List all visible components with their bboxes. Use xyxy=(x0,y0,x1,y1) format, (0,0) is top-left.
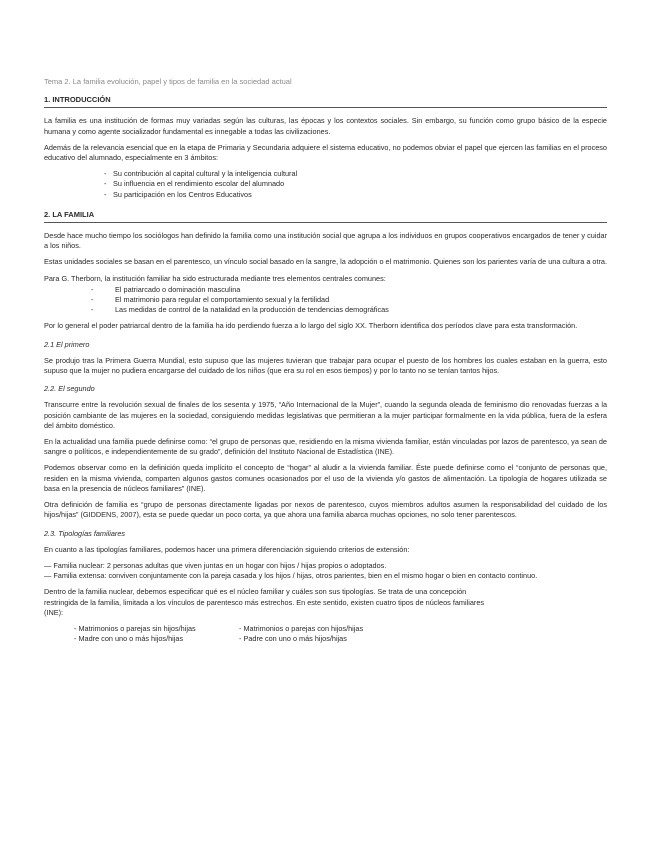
therborn-elements-list xyxy=(44,285,607,316)
list-item: - Su participación en los Centros Educativos xyxy=(104,190,607,200)
list-item: - Madre con uno o más hijos/hijas xyxy=(74,634,184,644)
paragraph: Desde hace mucho tiempo los sociólogos han definido la familia como una institución social que agrupa a los individuos en grupos cooperativos encargados de tener y cuidar a los niños. xyxy=(44,231,607,251)
subsection-title: 2.2. El segundo xyxy=(44,384,95,394)
section-title-introduccion: 1. INTRODUCCIÓN xyxy=(44,95,607,108)
subsection-title: 2.3. Tipologías familiares xyxy=(44,528,126,538)
list-item: - Su influencia en el rendimiento escolar del alumnado xyxy=(104,179,607,189)
list-item: - Padre con uno o más hijos/hijas xyxy=(239,634,347,644)
paragraph: Estas unidades sociales se basan en el parentesco, un vínculo social basado en la sangre, la adopción o el matrimonio. Quienes son los parientes varía de una cultura a otra. xyxy=(44,257,608,267)
text-line: Dentro de la familia nuclear, debemos especificar qué es el núcleo familiar y cuáles son sus tipologías. Se trata de una concepción xyxy=(44,587,467,597)
paragraph: Otra definición de familia es “grupo de personas directamente ligadas por nexos de parentesco, cuyos miembros adultos asumen la responsabilidad del cuidado de los hijos/hijas” (GIDDENS, 2007), esta se puede quedar un poco corta, ya que ahora una familia abarca muchas opciones, no solo tener parentescos. xyxy=(44,500,607,520)
paragraph: En la actualidad una familia puede definirse como: “el grupo de personas que, residiendo en la misma vivienda familiar, están vinculadas por lazos de parentesco, ya sean de sangre o políticos, e independientemente de su grado”, definición del Instituto Nacional de Estadística (INE). xyxy=(44,437,607,457)
paragraph: Se produjo tras la Primera Guerra Mundial, esto supuso que las mujeres tuvieran que trabajar para ocupar el puesto de los hombres los cuales estaban en la guerra, esto supuso que la mujer no pudiera encargarse del cuidado de los niños (que era su rol en esos tiempos) y por lo tanto no se tenían tantos hijos. xyxy=(44,355,607,376)
text-line: (INE): xyxy=(44,607,64,617)
dash-item: — Familia extensa: conviven conjuntamente con la pareja casada y los hijos / hijas, otros parientes, bien en el mismo hogar o bien en contacto continuo. xyxy=(44,571,538,581)
paragraph: Para G. Therborn, la institución familiar ha sido estructurada mediante tres elementos centrales comunes: xyxy=(44,273,386,283)
paragraph: Por lo general el poder patriarcal dentro de la familia ha ido perdiendo fuerza a lo largo del siglo XX. Therborn identifica dos períodos clave para esta transformación. xyxy=(44,321,578,331)
list-item: - Matrimonios o parejas sin hijos/hijas xyxy=(74,623,196,633)
paragraph: Podemos observar como en la definición queda implícito el concepto de “hogar” al aludir a la vivienda familiar. Éste puede definirse como el “conjunto de personas que, residen en la misma vivienda, comparten algunos gastos comunes ocasionados por el uso de la vivienda y/o gastos de alimentación. La tipología de hogares utilizada se basa en la presencia de núcleos familiares” (INE). xyxy=(44,463,607,493)
list-item: - Matrimonios o parejas con hijos/hijas xyxy=(239,623,364,633)
document-header: Tema 2. La familia evolución, papel y tipos de familia en la sociedad actual xyxy=(44,77,292,86)
section-title-familia: 2. LA FAMILIA xyxy=(44,210,607,223)
dash-item: — Familia nuclear: 2 personas adultas que viven juntas en un hogar con hijos / hijas propios o adoptados. xyxy=(44,560,387,570)
list-item: - El matrimonio para regular el comportamiento sexual y la fertilidad xyxy=(91,295,607,305)
paragraph: La familia es una institución de formas muy variadas según las culturas, las épocas y los contextos sociales. Sin embargo, su función como grupo básico de la especie humana y como agente socializador fundamental es innegable a todas las civilizaciones. xyxy=(44,116,607,136)
ambitos-list xyxy=(44,169,607,200)
paragraph: En cuanto a las tipologías familiares, podemos hacer una primera diferenciación siguiendo criterios de extensión: xyxy=(44,544,410,554)
family-nucleus-types xyxy=(44,624,607,644)
paragraph xyxy=(44,587,607,618)
list-item: - El patriarcado o dominación masculina xyxy=(91,285,607,295)
paragraph: Transcurre entre la revolución sexual de finales de los sesenta y 1975, “Año Internacional de la Mujer”, cuando la segunda oleada de feminismo dio renovadas fuerzas a la posición cambiante de las mujeres en la sociedad, consiguiendo medidas legislativas que permitieran a la mujer participar formalmente en la vida pública, fuera de la esfera del ámbito doméstico. xyxy=(44,400,607,430)
paragraph: Además de la relevancia esencial que en la etapa de Primaria y Secundaria adquiere el sistema educativo, no podemos obviar el papel que ejercen las familias en el proceso educativo del alumnado, especialmente en 3 ámbitos: xyxy=(44,142,607,163)
list-item: - Las medidas de control de la natalidad en la producción de tendencias demográficas xyxy=(91,305,607,315)
text-line: restringida de la familia, limitada a los vínculos de parentesco más estrechos. En este sentido, existen cuatro tipos de núcleos familiares xyxy=(44,597,485,607)
list-item: - Su contribución al capital cultural y la inteligencia cultural xyxy=(104,169,607,179)
subsection-title: 2.1 El primero xyxy=(44,339,90,349)
